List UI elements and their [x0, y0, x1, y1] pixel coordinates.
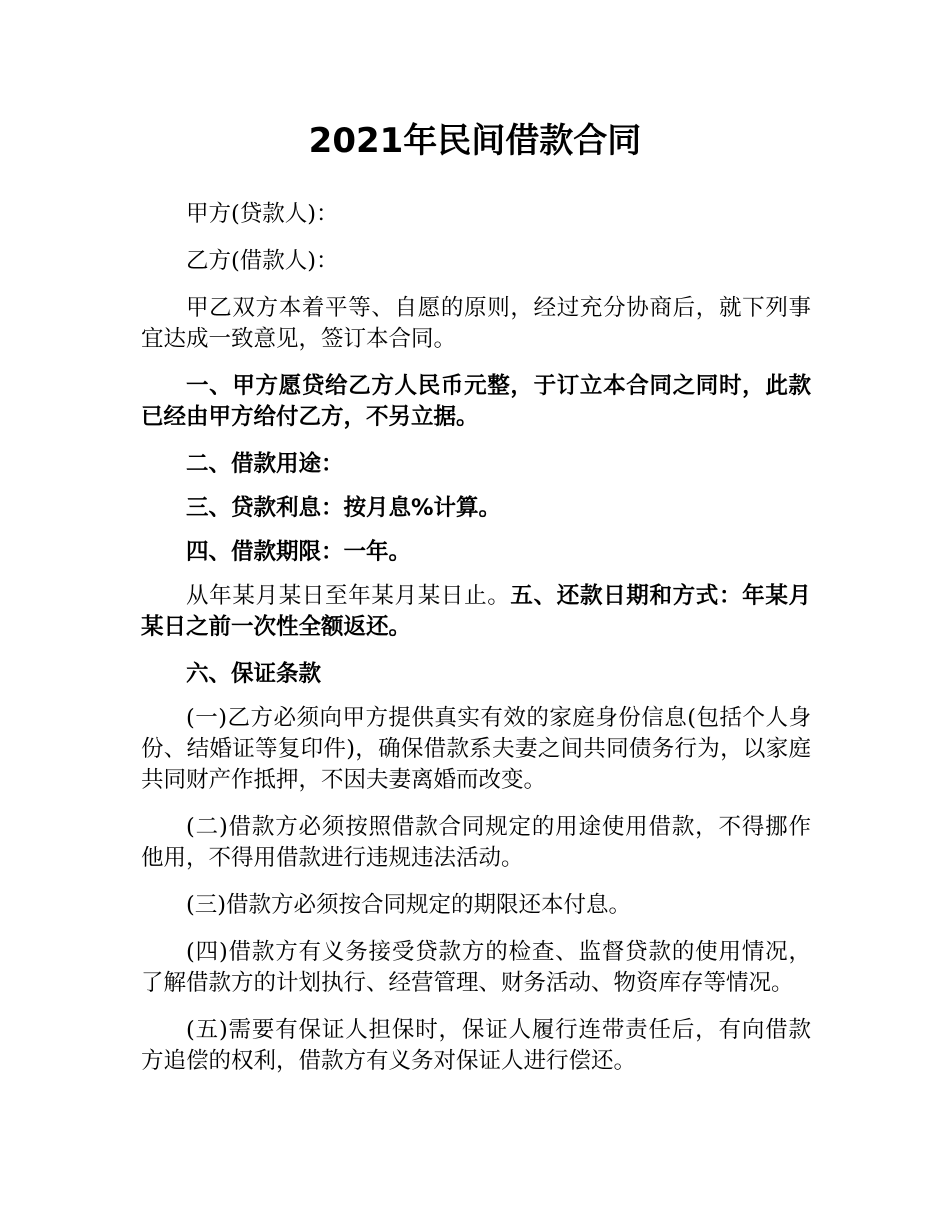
clause-4-loan-term: 四、借款期限：一年。	[186, 539, 412, 565]
guarantee-item-2: (二)借款方必须按照借款合同规定的用途使用借款，不得挪作他用，不得用借款进行违规违法活动。	[141, 814, 811, 871]
clause-1-loan-amount: 一、甲方愿贷给乙方人民币元整，于订立本合同之同时，此款已经由甲方给付乙方，不另立据。	[141, 373, 811, 430]
guarantee-item-5: (五)需要有保证人担保时，保证人履行连带责任后，有向借款方追偿的权利，借款方有义务对保证人进行偿还。	[141, 1017, 811, 1074]
guarantee-item-3: (三)借款方必须按合同规定的期限还本付息。	[186, 892, 632, 918]
party-b-line: 乙方(借款人)：	[186, 248, 339, 274]
clause-2-loan-purpose: 二、借款用途：	[186, 451, 344, 477]
preamble-paragraph: 甲乙双方本着平等、自愿的原则，经过充分协商后，就下列事宜达成一致意见，签订本合同。	[141, 295, 811, 352]
clause-3-interest: 三、贷款利息：按月息%计算。	[186, 495, 502, 521]
document-body	[141, 199, 811, 1093]
guarantee-item-1: (一)乙方必须向甲方提供真实有效的家庭身份信息(包括个人身份、结婚证等复印件)，确保借款系夫妻之间共同债务行为，以家庭共同财产作抵押，不因夫妻离婚而改变。	[141, 705, 811, 793]
term-and-repayment-paragraph	[141, 581, 811, 643]
clause-6-guarantee-heading: 六、保证条款	[186, 661, 322, 687]
term-dates-text: 从年某月某日至年某月某日止。	[186, 583, 511, 609]
guarantee-item-4: (四)借款方有义务接受贷款方的检查、监督贷款的使用情况，了解借款方的计划执行、经营管理、财务活动、物资库存等情况。	[141, 939, 811, 996]
clause-5-repayment: 五、还款日期和方式：年某月某日之前一次性全额返还。	[141, 583, 811, 640]
party-a-line: 甲方(贷款人)：	[186, 201, 339, 227]
document-title: 2021年民间借款合同	[308, 121, 642, 161]
